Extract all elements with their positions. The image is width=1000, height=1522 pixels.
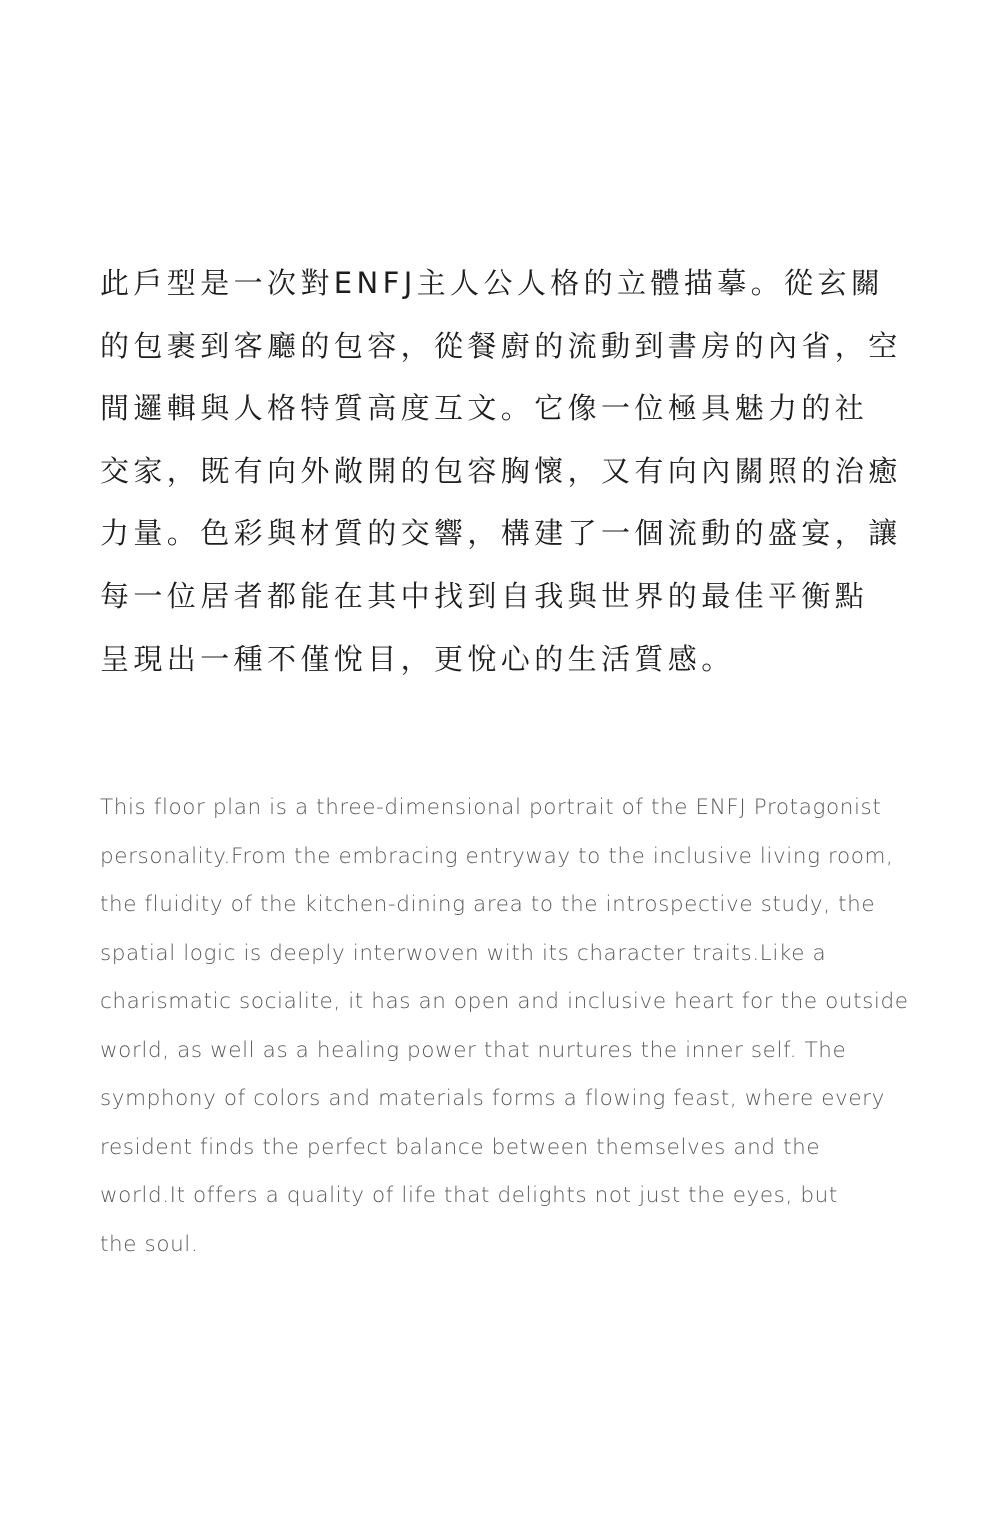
english-paragraph — [100, 784, 940, 1269]
chinese-paragraph — [100, 252, 920, 690]
english-line: the soul. — [100, 1231, 199, 1257]
english-line: spatial logic is deeply interwoven with its character traits.Like a — [100, 940, 827, 966]
chinese-line: 此戶型是一次對ENFJ主人公人格的立體描摹。從玄關 — [100, 266, 885, 300]
english-line: charismatic socialite, it has an open and inclusive heart for the outside — [100, 989, 909, 1014]
english-line: personality.From the embracing entryway to the inclusive living room, — [100, 843, 894, 869]
chinese-line: 呈現出一種不僅悅目，更悅心的生活質感。 — [100, 641, 735, 676]
english-line: This floor plan is a three-dimensional portrait of the ENFJ Protagonist — [100, 795, 882, 820]
chinese-line: 交家，既有向外敞開的包容胸懷，又有向內關照的治癒 — [100, 453, 902, 488]
english-line: world.It offers a quality of life that delights not just the eyes, but — [100, 1183, 838, 1208]
english-line: symphony of colors and materials forms a flowing feast, where every — [100, 1086, 885, 1111]
chinese-line: 間邏輯與人格特質高度互文。它像一位極具魅力的社 — [100, 391, 869, 426]
english-line: world, as well as a healing power that nurtures the inner self. The — [100, 1037, 847, 1063]
english-line: the fluidity of the kitchen-dining area to the introspective study, the — [100, 892, 876, 917]
chinese-line: 力量。色彩與材質的交響，構建了一個流動的盛宴，讓 — [100, 516, 902, 551]
chinese-line: 每一位居者都能在其中找到自我與世界的最佳平衡點 — [100, 578, 869, 613]
english-line: resident finds the perfect balance between themselves and the — [100, 1134, 821, 1160]
chinese-line: 的包裹到客廳的包容，從餐廚的流動到書房的內省，空 — [100, 328, 902, 363]
